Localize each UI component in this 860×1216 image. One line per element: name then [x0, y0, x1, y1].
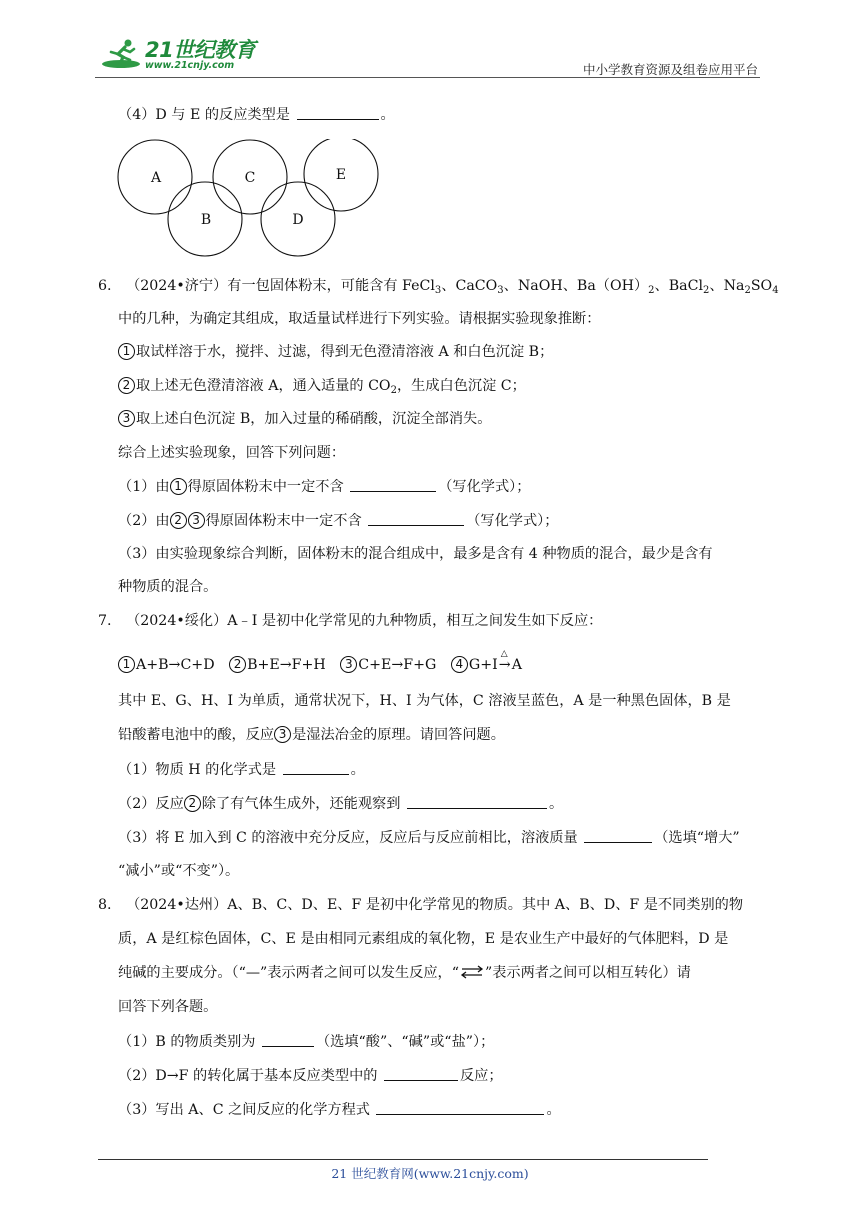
runner-logo-icon — [101, 38, 141, 70]
part-text: 。 — [350, 762, 365, 778]
site-logo[interactable] — [95, 32, 265, 78]
heat-triangle-icon: △ — [500, 649, 508, 659]
part-text: （2）由 — [118, 513, 170, 529]
circled-number: 3 — [340, 656, 357, 673]
circled-number: 3 — [118, 410, 135, 427]
q6-text: 、NaOH、Ba（OH） — [503, 278, 649, 294]
answer-blank[interactable] — [584, 827, 652, 843]
desc-text: 铅酸蓄电池中的酸，反应 — [118, 727, 275, 743]
logo-url: www.21cnjy.com — [145, 60, 235, 71]
q6-head-line2: 中的几种，为确定其组成，取适量试样进行下列实验。请根据实验现象推断： — [118, 311, 601, 327]
q7-text: （2024•绥化）A﹣I 是初中化学常见的九种物质，相互之间发生如下反应： — [126, 613, 603, 629]
q8-line1 — [98, 895, 743, 915]
step-text: 取试样溶于水，搅拌、过滤，得到无色澄清溶液 A 和白色沉淀 B； — [136, 344, 554, 360]
q6-step2 — [118, 376, 526, 401]
q8-part1 — [118, 1031, 494, 1052]
q8-part3 — [118, 1099, 561, 1120]
answer-blank[interactable] — [384, 1065, 458, 1081]
q6-text: （2024•济宁）有一包固体粉末，可能含有 FeCl — [126, 278, 435, 294]
part-text: （2）D→F 的转化属于基本反应类型中的 — [118, 1068, 378, 1084]
q6-head-line1 — [98, 276, 779, 301]
q7-part1 — [118, 759, 365, 780]
q6-text: 、CaCO — [441, 278, 498, 294]
circled-number: 1 — [118, 656, 135, 673]
step-text: ，生成白色沉淀 C； — [396, 378, 526, 394]
answer-blank[interactable] — [262, 1031, 314, 1047]
part-text: （1）物质 H 的化学式是 — [118, 762, 277, 778]
question-number: 8. — [98, 897, 112, 913]
logo-text: 21世纪教育 — [145, 38, 256, 62]
part-text: （3）将 E 加入到 C 的溶液中充分反应，反应后与反应前相比，溶液质量 — [118, 830, 578, 846]
answer-blank[interactable] — [407, 793, 547, 809]
circled-number: 3 — [274, 726, 291, 743]
q6-part3-line2: 种物质的混合。 — [118, 579, 218, 595]
part-text: （选填“增大” — [654, 830, 740, 846]
circled-number: 3 — [188, 512, 205, 529]
desc-text: 是湿法冶金的原理。请回答问题。 — [292, 727, 505, 743]
part-text: （3）写出 A、C 之间反应的化学方程式 — [118, 1102, 370, 1118]
q6-summary: 综合上述实验现象，回答下列问题： — [118, 445, 346, 461]
q7-desc-line1: 其中 E、G、H、I 为单质，通常状况下，H、I 为气体，C 溶液呈蓝色，A 是一种黑色固体，B 是 — [118, 693, 731, 709]
reaction-equation: C+E→F+G — [358, 657, 437, 673]
circled-number: 1 — [170, 478, 187, 495]
q8-line2: 质，A 是红棕色固体，C、E 是由相同元素组成的氧化物，E 是农业生产中最好的气体肥料，D 是 — [118, 931, 729, 947]
answer-blank[interactable] — [350, 476, 436, 492]
circle-label-b: B — [200, 212, 212, 228]
q5-part4-end: 。 — [380, 107, 395, 123]
q8-part2 — [118, 1065, 503, 1086]
circled-number: 1 — [118, 343, 135, 360]
subscript: 3 — [497, 285, 504, 296]
step-text: 取上述白色沉淀 B，加入过量的稀硝酸，沉淀全部消失。 — [136, 411, 492, 427]
q5-part4-text: （4）D 与 E 的反应类型是 — [118, 107, 290, 123]
part-text: （写化学式）； — [438, 479, 531, 495]
question-number: 6. — [98, 278, 112, 294]
part-text: 。 — [548, 796, 564, 812]
q6-text: 、Na — [709, 278, 745, 294]
q6-step3 — [118, 409, 491, 429]
circled-number: 4 — [451, 656, 468, 673]
q6-text: 、BaCl — [654, 278, 704, 294]
reaction-circles-diagram — [115, 139, 385, 261]
circle-label-a: A — [150, 170, 162, 186]
q7-part2 — [118, 793, 563, 814]
answer-blank[interactable] — [368, 510, 464, 526]
q6-part2 — [118, 510, 558, 531]
subscript: 2 — [703, 285, 710, 296]
reaction-equation: A — [511, 657, 522, 673]
q6-part1 — [118, 476, 530, 497]
q7-head — [98, 611, 602, 631]
part-text: 。 — [546, 1102, 561, 1118]
question-number: 7. — [98, 613, 112, 629]
answer-blank[interactable] — [283, 759, 349, 775]
circled-number: 2 — [170, 512, 187, 529]
q8-text: ”表示两者之间可以相互转化）请 — [484, 965, 691, 981]
double-arrow-icon — [459, 965, 485, 979]
q7-desc-line2 — [118, 725, 505, 745]
q8-line4: 回答下列各题。 — [118, 999, 218, 1015]
circled-number: 2 — [184, 795, 201, 812]
q6-step1 — [118, 342, 553, 362]
arrow-icon: → — [498, 657, 511, 673]
q8-text: 纯碱的主要成分。（“—”表示两者之间可以发生反应，“ — [118, 965, 459, 981]
part-text: （2）反应 — [118, 796, 184, 812]
step-text: 取上述无色澄清溶液 A，通入适量的 CO — [136, 378, 391, 394]
part-text: 得原固体粉末中一定不含 — [187, 479, 344, 495]
part-text: （1）由 — [118, 479, 170, 495]
circled-number: 2 — [118, 377, 135, 394]
reaction-equation: A+B→C+D — [136, 657, 215, 673]
part-text: （1）B 的物质类别为 — [118, 1034, 256, 1050]
subscript: 2 — [390, 385, 397, 396]
q8-text: （2024•达州）A、B、C、D、E、F 是初中化学常见的物质。其中 A、B、D、F 是不同类别的物 — [126, 897, 744, 913]
reaction-equation: B+E→F+H — [247, 657, 326, 673]
header-divider — [95, 77, 760, 78]
platform-title: 中小学教育资源及组卷应用平台 — [582, 62, 758, 77]
q7-part3-line1 — [118, 827, 740, 848]
circle-label-d: D — [292, 212, 304, 228]
q5-part4 — [118, 104, 395, 125]
part-text: （选填“酸”、“碱”或“盐”）； — [315, 1034, 495, 1050]
subscript: 3 — [434, 285, 442, 296]
q6-part3-line1: （3）由实验现象综合判断，固体粉末的混合组成中，最多是含有 4 种物质的混合，最少是含有 — [118, 546, 713, 562]
subscript: 2 — [648, 285, 655, 296]
part-text: 除了有气体生成外，还能观察到 — [201, 796, 401, 812]
q6-text: SO — [750, 278, 773, 294]
answer-blank[interactable] — [297, 104, 379, 120]
q8-line3 — [118, 963, 691, 983]
answer-blank[interactable] — [376, 1099, 544, 1115]
page-header — [95, 32, 760, 78]
part-text: 得原固体粉末中一定不含 — [205, 513, 362, 529]
circle-label-c: C — [244, 170, 256, 186]
heat-arrow — [498, 649, 512, 675]
footer-divider — [98, 1159, 708, 1160]
q7-reactions — [118, 649, 522, 675]
circled-number: 2 — [229, 656, 246, 673]
circle-label-e: E — [335, 167, 347, 183]
subscript: 2 — [744, 285, 751, 296]
part-text: 反应； — [459, 1068, 503, 1084]
q7-part3-line2: “减小”或“不变”）。 — [118, 863, 240, 879]
reaction-equation: G+I — [468, 657, 498, 673]
subscript: 4 — [772, 285, 779, 296]
page-footer[interactable]: 21 世纪教育网(www.21cnjy.com) — [331, 1166, 529, 1181]
part-text: （写化学式）； — [466, 513, 559, 529]
